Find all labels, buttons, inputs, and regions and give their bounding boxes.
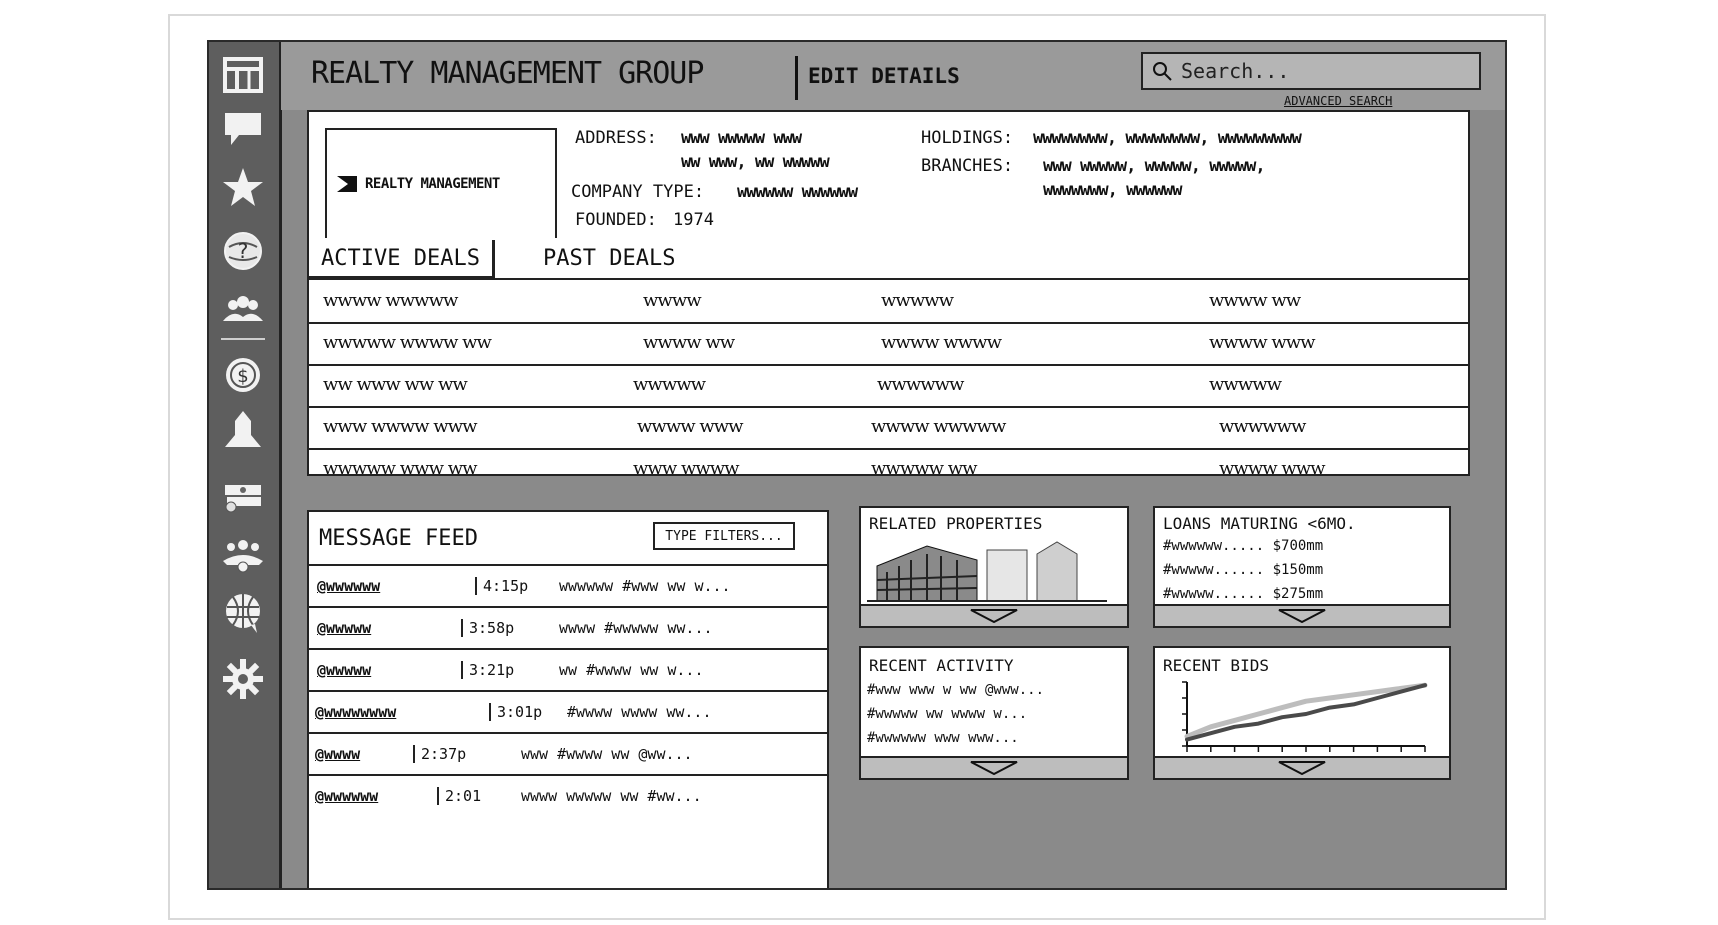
recent-bids-chart bbox=[1161, 676, 1441, 758]
table-row[interactable] bbox=[309, 364, 1468, 408]
feed-user[interactable]: @wwwwwwww bbox=[315, 703, 397, 721]
feed-user[interactable]: @wwwwww bbox=[315, 787, 379, 805]
sidebar-divider bbox=[221, 338, 265, 340]
founded-value: 1974 bbox=[673, 210, 714, 230]
type-filters-button[interactable]: TYPE FILTERS... bbox=[653, 522, 795, 550]
table-cell: www wwww www bbox=[323, 416, 477, 437]
related-properties-expand[interactable] bbox=[861, 604, 1127, 626]
table-cell: wwww wwwww bbox=[871, 416, 1006, 437]
related-properties-panel bbox=[859, 506, 1129, 628]
feed-text: wwwwww #www ww w... bbox=[559, 577, 731, 595]
table-cell: wwww www bbox=[637, 416, 743, 437]
table-cell: wwwww bbox=[633, 374, 706, 395]
sidebar bbox=[209, 42, 282, 888]
people-icon[interactable] bbox=[218, 284, 268, 330]
holdings-label: HOLDINGS: bbox=[921, 128, 1014, 148]
feed-text: www #wwww ww @ww... bbox=[521, 745, 693, 763]
holdings-value: wwwwwwww, wwwwwwww, wwwwwwwww bbox=[1033, 128, 1301, 148]
comment-icon[interactable] bbox=[218, 106, 268, 152]
logo-flag-icon bbox=[337, 176, 357, 192]
table-cell: wwwwww bbox=[1219, 416, 1306, 437]
chevron-down-icon bbox=[969, 609, 1019, 623]
recent-bids-expand[interactable] bbox=[1155, 756, 1449, 778]
table-cell: wwwww www ww bbox=[323, 458, 477, 476]
activity-item[interactable]: #wwwww ww wwww w... bbox=[867, 706, 1028, 722]
feed-user[interactable]: @wwwwww bbox=[317, 577, 381, 595]
list-item[interactable] bbox=[309, 606, 827, 650]
loan-name: #wwwwww..... bbox=[1163, 538, 1265, 554]
deals-tabs bbox=[307, 238, 1470, 278]
table-row[interactable] bbox=[309, 322, 1468, 366]
chevron-down-icon bbox=[1277, 761, 1327, 775]
activity-item[interactable]: #www www w ww @www... bbox=[867, 682, 1045, 698]
loan-amount: $700mm bbox=[1272, 538, 1324, 554]
tab-active-deals[interactable]: ACTIVE DEALS bbox=[309, 240, 495, 279]
loan-name: #wwwww...... bbox=[1163, 562, 1265, 578]
message-feed-title: MESSAGE FEED bbox=[319, 526, 478, 551]
loan-name: #wwwww...... bbox=[1163, 586, 1265, 602]
loans-maturing-panel bbox=[1153, 506, 1451, 628]
money-stack-icon[interactable] bbox=[218, 472, 268, 518]
founded-label: FOUNDED: bbox=[575, 210, 657, 230]
recent-activity-expand[interactable] bbox=[861, 756, 1127, 778]
table-cell: wwww www bbox=[1219, 458, 1325, 476]
feed-time: 3:01p bbox=[489, 703, 542, 721]
app-window bbox=[207, 40, 1507, 890]
feed-time: 4:15p bbox=[475, 577, 528, 595]
list-item[interactable] bbox=[309, 564, 827, 608]
dollar-icon[interactable] bbox=[218, 352, 268, 398]
svg-text:$: $ bbox=[237, 366, 249, 387]
message-feed-panel bbox=[307, 510, 829, 890]
table-row[interactable] bbox=[309, 406, 1468, 450]
feed-time: 2:01 bbox=[437, 787, 481, 805]
table-cell: wwwwww bbox=[877, 374, 964, 395]
feed-text: wwww #wwwww ww... bbox=[559, 619, 713, 637]
feed-time: 2:37p bbox=[413, 745, 466, 763]
feed-time: 3:58p bbox=[461, 619, 514, 637]
table-cell: wwww ww bbox=[643, 332, 735, 353]
title-divider bbox=[795, 56, 798, 100]
tab-past-deals[interactable]: PAST DEALS bbox=[543, 245, 676, 271]
loans-expand[interactable] bbox=[1155, 604, 1449, 626]
table-cell: wwwww wwww ww bbox=[323, 332, 491, 353]
feed-user[interactable]: @wwwww bbox=[317, 619, 372, 637]
help-globe-icon[interactable] bbox=[218, 228, 268, 274]
edit-details-link[interactable]: EDIT DETAILS bbox=[808, 64, 960, 88]
recent-activity-title: RECENT ACTIVITY bbox=[869, 656, 1014, 675]
table-cell: wwww ww bbox=[1209, 290, 1301, 311]
loan-row[interactable] bbox=[1163, 562, 1323, 578]
table-row[interactable] bbox=[309, 448, 1468, 476]
feed-user[interactable]: @wwww bbox=[315, 745, 361, 763]
feed-user[interactable]: @wwwww bbox=[317, 661, 372, 679]
recent-bids-panel bbox=[1153, 646, 1451, 780]
buildings-sketch-image bbox=[867, 536, 1107, 602]
branches-line-2: wwwwwww, wwwwww bbox=[1043, 180, 1182, 200]
table-cell: ww www ww ww bbox=[323, 374, 467, 395]
address-line-2: ww www, ww wwwww bbox=[681, 152, 829, 172]
advanced-search-link[interactable]: ADVANCED SEARCH bbox=[1284, 94, 1393, 108]
loan-row[interactable] bbox=[1163, 586, 1323, 602]
star-icon[interactable] bbox=[218, 164, 268, 210]
logo-text: REALTY MANAGEMENT bbox=[365, 176, 500, 192]
table-row[interactable] bbox=[309, 280, 1468, 324]
dashboard-icon[interactable] bbox=[218, 52, 268, 98]
list-item[interactable] bbox=[309, 774, 827, 818]
recent-activity-panel bbox=[859, 646, 1129, 780]
table-cell: wwwww bbox=[1209, 374, 1282, 395]
table-cell: wwwww bbox=[881, 290, 954, 311]
feed-time: 3:21p bbox=[461, 661, 514, 679]
loan-amount: $150mm bbox=[1272, 562, 1324, 578]
search-input[interactable] bbox=[1179, 58, 1463, 84]
recent-bids-title: RECENT BIDS bbox=[1163, 656, 1269, 675]
search-box[interactable] bbox=[1141, 52, 1481, 90]
table-cell: wwww bbox=[643, 290, 701, 311]
gear-icon[interactable] bbox=[218, 656, 268, 702]
company-type-value: wwwwww wwwwww bbox=[737, 182, 858, 202]
feed-text: ww #wwww ww w... bbox=[559, 661, 704, 679]
search-icon bbox=[1151, 60, 1173, 82]
series-line-1 bbox=[1187, 685, 1425, 739]
company-type-label: COMPANY TYPE: bbox=[571, 182, 705, 202]
company-logo bbox=[325, 128, 557, 240]
feed-text: #wwww wwww ww... bbox=[567, 703, 712, 721]
loan-amount: $275mm bbox=[1272, 586, 1324, 602]
address-label: ADDRESS: bbox=[575, 128, 657, 148]
related-properties-title: RELATED PROPERTIES bbox=[869, 514, 1043, 533]
list-item[interactable] bbox=[309, 690, 827, 734]
team-icon[interactable] bbox=[218, 530, 268, 576]
table-cell: wwww wwwww bbox=[323, 290, 458, 311]
activity-item[interactable]: #wwwwww www www... bbox=[867, 730, 1019, 746]
branches-line-1: www wwwww, wwwww, wwwww, bbox=[1043, 156, 1265, 176]
top-bar bbox=[281, 42, 1505, 110]
feed-text: wwww wwwww ww #ww... bbox=[521, 787, 702, 805]
table-cell: www wwww bbox=[633, 458, 739, 476]
chevron-down-icon bbox=[969, 761, 1019, 775]
loan-row[interactable] bbox=[1163, 538, 1323, 554]
table-cell: wwwww ww bbox=[871, 458, 977, 476]
svg-text:?: ? bbox=[237, 239, 249, 263]
table-cell: wwww www bbox=[1209, 332, 1315, 353]
list-item[interactable] bbox=[309, 732, 827, 776]
page-title: REALTY MANAGEMENT GROUP bbox=[311, 56, 704, 91]
building-icon[interactable] bbox=[218, 406, 268, 452]
loans-title: LOANS MATURING <6MO. bbox=[1163, 514, 1356, 533]
globe-chat-icon[interactable] bbox=[218, 590, 268, 636]
chevron-down-icon bbox=[1277, 609, 1327, 623]
branches-label: BRANCHES: bbox=[921, 156, 1014, 176]
address-line-1: www wwwww www bbox=[681, 128, 802, 148]
table-cell: wwww wwww bbox=[881, 332, 1001, 353]
deals-table bbox=[307, 278, 1470, 476]
list-item[interactable] bbox=[309, 648, 827, 692]
